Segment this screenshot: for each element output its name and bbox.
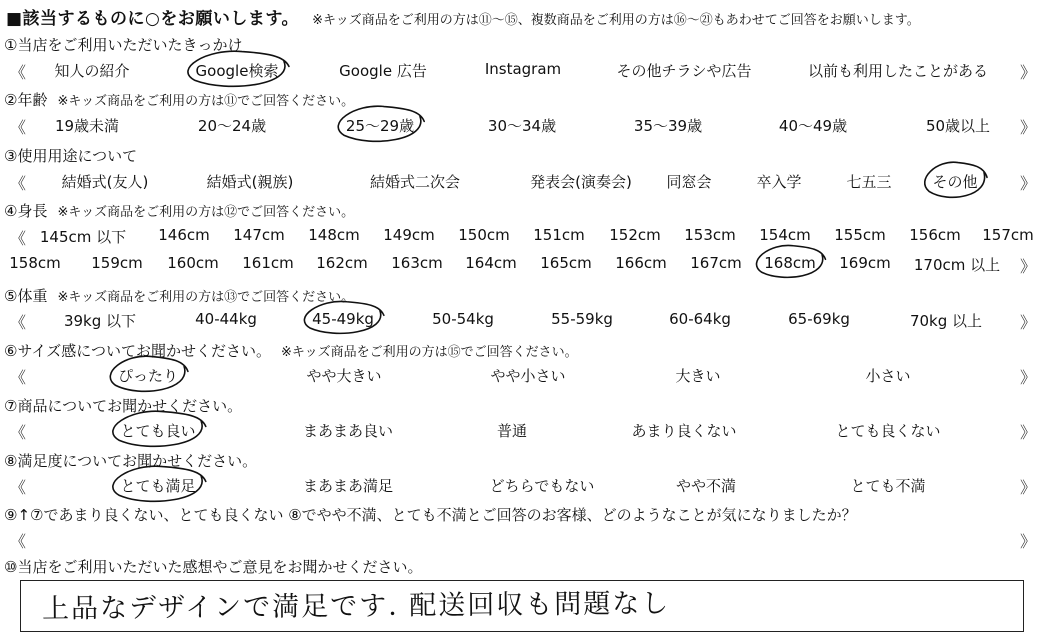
option[interactable]: やや大きい (306, 367, 382, 385)
option[interactable]: 七五三 (846, 173, 892, 191)
option[interactable]: 結婚式二次会 (369, 173, 461, 191)
question-text: ⑦商品についてお聞かせください。 (4, 397, 243, 415)
option[interactable]: 167cm (690, 254, 742, 272)
question-text: ⑤体重 (4, 287, 48, 305)
option[interactable]: 153cm (684, 226, 736, 244)
question-text: ③使用用途について (4, 147, 138, 165)
question-9-label (4, 504, 857, 525)
close-bracket: 》 (1020, 118, 1037, 137)
question-5-options-row (0, 310, 1060, 332)
question-text: ⑥サイズ感についてお聞かせください。 (4, 342, 271, 360)
option[interactable]: 166cm (615, 254, 667, 272)
question-note: ※キッズ商品をご利用の方は⑪でご回答ください。 (57, 94, 355, 109)
option[interactable]: 147cm (233, 226, 285, 244)
close-bracket: 》 (1020, 174, 1037, 193)
question-6-options-row (0, 365, 1060, 387)
question-2-options-row (0, 115, 1060, 137)
open-bracket: 《 (10, 63, 27, 82)
question-3-options-row (0, 171, 1060, 193)
option[interactable]: 155cm (834, 226, 886, 244)
close-bracket: 》 (1020, 63, 1037, 82)
option[interactable]: 156cm (909, 226, 961, 244)
question-3-label (4, 145, 137, 166)
option[interactable]: 同窓会 (666, 173, 712, 191)
question-8-label (4, 450, 257, 471)
question-4-label (4, 200, 354, 221)
option[interactable]: 19歳未満 (54, 117, 120, 135)
option[interactable]: 結婚式(友人) (61, 173, 149, 191)
option-selected[interactable]: 45-49kg (312, 310, 374, 328)
option[interactable]: 157cm (982, 226, 1034, 244)
option-selected[interactable]: ぴったり (117, 367, 179, 385)
close-bracket: 》 (1020, 368, 1037, 387)
question-text: ④身長 (4, 202, 48, 220)
option[interactable]: 55-59kg (551, 310, 613, 328)
option[interactable]: まあまあ満足 (302, 477, 394, 495)
option-selected[interactable]: Google検索 (195, 62, 279, 80)
option[interactable]: 65-69kg (788, 310, 850, 328)
option[interactable]: 160cm (167, 254, 219, 272)
open-bracket: 《 (10, 478, 27, 497)
question-1-options-row (0, 60, 1060, 82)
option-selected[interactable]: とても満足 (120, 477, 196, 495)
option[interactable]: 162cm (316, 254, 368, 272)
handwritten-answer: 上品なデザインで満足です. 配送回収も問題なし (41, 588, 671, 625)
option[interactable]: 発表会(演奏会) (530, 173, 632, 191)
option[interactable]: とても良くない (835, 422, 941, 440)
question-text: ①当店をご利用いただいたきっかけ (4, 36, 243, 54)
option[interactable]: 普通 (496, 422, 528, 440)
option[interactable]: やや小さい (490, 367, 566, 385)
question-note: ※キッズ商品をご利用の方は⑮でご回答ください。 (280, 345, 578, 360)
option[interactable]: まあまあ良い (302, 422, 394, 440)
option[interactable]: 161cm (242, 254, 294, 272)
close-bracket: 》 (1020, 313, 1037, 332)
question-text: ②年齢 (4, 91, 48, 109)
option-selected[interactable]: その他 (932, 173, 978, 191)
option[interactable]: 158cm (9, 254, 61, 272)
question-1-label (4, 34, 242, 55)
question-9-options-row (0, 529, 1060, 551)
close-bracket: 》 (1020, 532, 1037, 551)
option[interactable]: 30〜34歳 (487, 117, 557, 135)
option[interactable]: Google 広告 (339, 62, 427, 80)
close-bracket: 》 (1020, 257, 1037, 276)
option[interactable]: 知人の紹介 (54, 62, 130, 80)
question-note: ※キッズ商品をご利用の方は⑫でご回答ください。 (57, 205, 355, 220)
option[interactable]: あまり良くない (631, 422, 737, 440)
open-bracket: 《 (10, 423, 27, 442)
open-bracket: 《 (10, 174, 27, 193)
option[interactable]: 卒入学 (756, 173, 802, 191)
question-text: ⑨↑⑦であまり良くない、とても良くない ⑧でやや不満、とても不満とご回答のお客様、どのようなことが気になりましたか？ (4, 506, 857, 524)
form-header (6, 4, 920, 29)
option[interactable]: 151cm (533, 226, 585, 244)
option[interactable]: 146cm (158, 226, 210, 244)
question-5-label (4, 285, 354, 306)
option[interactable]: 以前も利用したことがある (807, 62, 989, 80)
option[interactable]: 50歳以上 (925, 117, 991, 135)
question-text: ⑧満足度についてお聞かせください。 (4, 452, 258, 470)
open-bracket: 《 (10, 368, 27, 387)
option[interactable]: やや不満 (675, 477, 737, 495)
header-title: ■該当するものに○をお願いします。 (6, 9, 300, 29)
option-selected[interactable]: 25〜29歳 (345, 117, 415, 135)
question-4-options-row (0, 254, 1060, 276)
question-6-label (4, 340, 578, 361)
option[interactable]: 170cm 以上 (913, 256, 1001, 274)
option[interactable]: とても不満 (850, 477, 926, 495)
option[interactable]: 20〜24歳 (197, 117, 267, 135)
open-bracket: 《 (10, 532, 27, 551)
question-8-options-row (0, 475, 1060, 497)
option[interactable]: 結婚式(親族) (206, 173, 294, 191)
option[interactable]: 35〜39歳 (633, 117, 703, 135)
option[interactable]: 145cm 以下 (39, 228, 127, 246)
option[interactable]: Instagram (484, 60, 562, 78)
option[interactable]: 60-64kg (669, 310, 731, 328)
open-bracket: 《 (10, 229, 27, 248)
option[interactable]: 165cm (540, 254, 592, 272)
option[interactable]: 152cm (609, 226, 661, 244)
option[interactable]: 163cm (391, 254, 443, 272)
question-4-options-row (0, 226, 1060, 248)
option[interactable]: 70kg 以上 (909, 312, 983, 330)
option[interactable]: 39kg 以下 (63, 312, 137, 330)
option[interactable]: 150cm (458, 226, 510, 244)
option[interactable]: どちらでもない (489, 477, 595, 495)
option[interactable]: 40〜49歳 (778, 117, 848, 135)
option[interactable]: 169cm (839, 254, 891, 272)
option[interactable]: 164cm (465, 254, 517, 272)
option-selected[interactable]: とても良い (120, 422, 196, 440)
question-note: ※キッズ商品をご利用の方は⑬でご回答ください。 (57, 290, 355, 305)
option[interactable]: 大きい (675, 367, 721, 385)
question-2-label (4, 89, 354, 110)
open-bracket: 《 (10, 313, 27, 332)
option[interactable]: 148cm (308, 226, 360, 244)
open-bracket: 《 (10, 118, 27, 137)
q10-label: ⑩当店をご利用いただいた感想やご意見をお聞かせください。 (4, 558, 423, 576)
option[interactable]: 小さい (865, 367, 911, 385)
close-bracket: 》 (1020, 478, 1037, 497)
question-7-label (4, 395, 242, 416)
option-selected[interactable]: 168cm (764, 254, 816, 272)
option[interactable]: 40-44kg (195, 310, 257, 328)
option[interactable]: 149cm (383, 226, 435, 244)
header-note: ※キッズ商品をご利用の方は⑪〜⑮、複数商品をご利用の方は⑯〜㉑もあわせてご回答をお願いします。 (312, 13, 920, 28)
option[interactable]: 159cm (91, 254, 143, 272)
question-7-options-row (0, 420, 1060, 442)
option[interactable]: 50-54kg (432, 310, 494, 328)
option[interactable]: 154cm (759, 226, 811, 244)
option[interactable]: その他チラシや広告 (616, 62, 752, 80)
close-bracket: 》 (1020, 423, 1037, 442)
